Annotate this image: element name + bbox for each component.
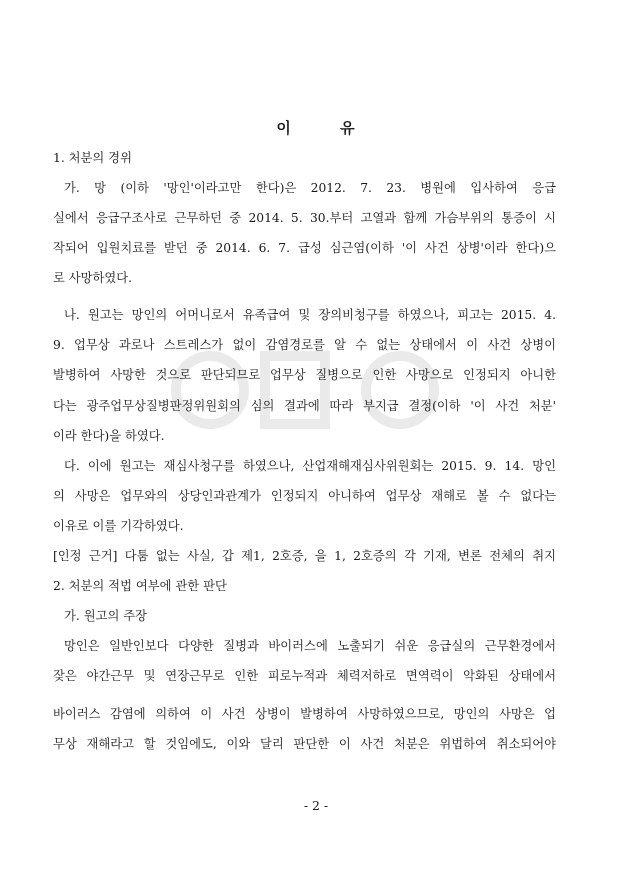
paragraph-line: 다는 광주업무상질병판정위원회의 심의 결과에 따라 부지급 결정(이하 '이 사건 처분' [53,399,556,413]
paragraph-line: 작되어 입원치료를 받던 중 2014. 6. 7. 급성 심근염(이하 '이 사건 상병'이라 한다)으 [53,241,556,255]
paragraph-line: 나. 원고는 망인의 어머니로서 유족급여 및 장의비청구를 하였으나, 피고는 2015. 4. [64,308,556,322]
paragraph-line: 이라 한다)을 하였다. [53,429,165,443]
paragraph-line: 의 사망은 업무와의 상당인과관계가 인정되지 아니하여 업무상 재해로 볼 수 없다는 [53,489,556,503]
paragraph-line: 잦은 야간근무 및 연장근무로 인한 피로누적과 체력저하로 면역력이 악화된 상태에서 [53,669,556,683]
subsection-heading: 가. 원고의 주장 [64,609,147,623]
page-title: 이 유 [276,119,356,137]
paragraph-line: 로 사망하였다. [53,271,133,285]
paragraph-line: 실에서 응급구조사로 근무하던 중 2014. 5. 30.부터 고열과 함께 가슴부위의 통증이 시 [53,211,556,225]
paragraph-line: 망인은 일반인보다 다양한 질병과 바이러스에 노출되기 쉬운 응급실의 근무환경에서 [64,639,556,653]
paragraph-line: 무상 재해라고 할 것임에도, 이와 달리 판단한 이 사건 처분은 위법하여 취소되어야 [53,737,556,751]
paragraph-line: 이유로 이를 기각하였다. [53,519,184,533]
section-heading-1: 1. 처분의 경위 [53,151,132,165]
evidence-basis-line: [인정 근거] 다툼 없는 사실, 갑 제1, 2호증, 을 1, 2호증의 각 기재, 변론 전체의 취지 [53,549,556,563]
paragraph-line: 바이러스 감염에 의하여 이 사건 상병이 발병하여 사망하였으므로, 망인의 사망은 업 [53,707,556,721]
page-number: - 2 - [303,798,329,813]
paragraph-line: 9. 업무상 과로나 스트레스가 없이 감염경로를 알 수 없는 상태에서 이 사건 상병이 [53,338,556,352]
paragraph-line: 다. 이에 원고는 재심사청구를 하였으나, 산업재해재심사위원회는 2015. 9. 14. 망인 [64,459,556,473]
paragraph-line: 가. 망 (이하 '망인'이라고만 한다)은 2012. 7. 23. 병원에 입사하여 응급 [64,181,556,195]
section-heading-2: 2. 처분의 적법 여부에 관한 판단 [53,579,227,593]
paragraph-line: 발병하여 사망한 것으로 판단되므로 업무상 질병으로 인한 사망으로 인정되지 아니한 [53,368,556,382]
